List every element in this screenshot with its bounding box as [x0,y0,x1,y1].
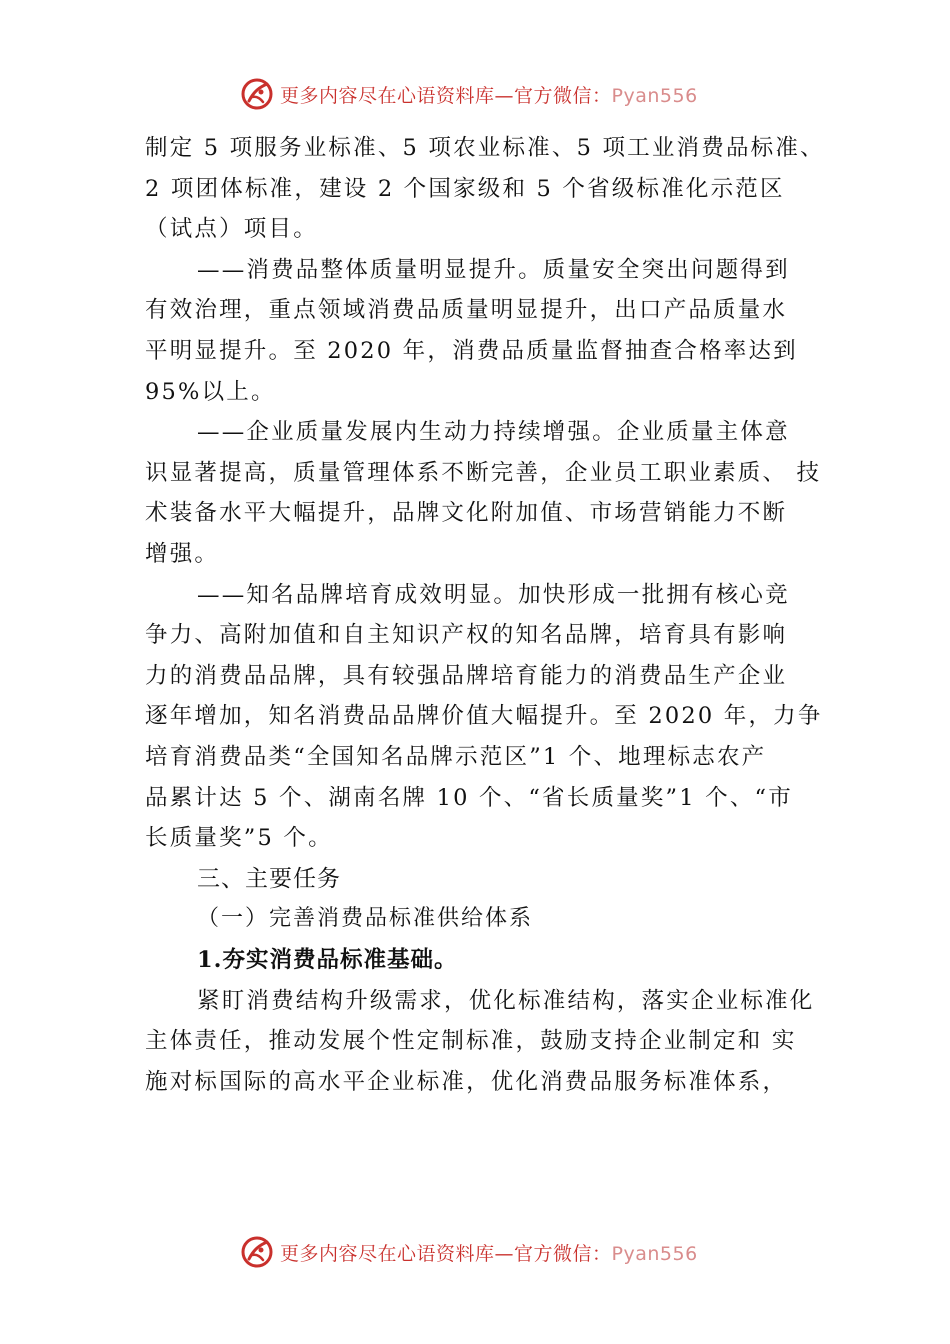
text-line: 识显著提高，质量管理体系不断完善，企业员工职业素质、 技 [145,459,822,486]
text-line: 术装备水平大幅提升，品牌文化附加值、市场营销能力不断 [145,500,788,527]
watermark-contact: Pyan556 [611,84,698,107]
text-line: 紧盯消费结构升级需求，优化标准结构，落实企业标准化 [197,987,815,1014]
footer-watermark [240,1232,698,1272]
watermark-text: 更多内容尽在心语资料库—官方微信：Pyan556 [280,84,698,107]
paragraph-brands [145,575,835,859]
watermark-contact: Pyan556 [611,1242,698,1265]
header-watermark [240,74,698,114]
text-line: 制定 5 项服务业标准、5 项农业标准、5 项工业消费品标准、 [145,135,825,161]
text-line: 2 项团体标准，建设 2 个国家级和 5 个省级标准化示范区 [145,175,785,202]
text-line: 争力、高附加值和自主知识产权的知名品牌，培育具有影响 [145,622,788,649]
text-line: ——企业质量发展内生动力持续增强。企业质量主体意 [197,419,790,446]
text-line: 施对标国际的高水平企业标准，优化消费品服务标准体系， [145,1068,788,1095]
text-line: 平明显提升。至 2020 年，消费品质量监督抽查合格率达到 [145,337,798,364]
brush-seal-icon [240,1235,274,1269]
text-line: 增强。 [145,540,220,567]
text-line: ——知名品牌培育成效明显。加快形成一批拥有核心竞 [197,581,790,608]
document-body [145,128,835,1102]
text-line: 95%以上。 [145,378,276,405]
paragraph-task [145,981,835,1103]
text-line: 逐年增加，知名消费品品牌价值大幅提升。至 2020 年，力争 [145,703,823,730]
paragraph-enterprise [145,412,835,574]
text-line: ——消费品整体质量明显提升。质量安全突出问题得到 [197,256,790,283]
item-heading: 1.夯实消费品标准基础。 [197,946,458,973]
text-line: 力的消费品品牌，具有较强品牌培育能力的消费品生产企业 [145,662,788,689]
text-line: 主体责任，推动发展个性定制标准，鼓励支持企业制定和 实 [145,1028,797,1055]
text-line: 长质量奖”5 个。 [145,825,333,852]
watermark-text: 更多内容尽在心语资料库—官方微信：Pyan556 [280,1242,698,1265]
text-line: 有效治理，重点领域消费品质量明显提升，出口产品质量水 [145,297,788,324]
text-line: （试点）项目。 [145,216,318,243]
paragraph-standards [145,128,835,250]
subsection-heading: （一）完善消费品标准供给体系 [197,905,534,931]
text-line: 品累计达 5 个、湖南名牌 10 个、“省长质量奖”1 个、“市 [145,784,793,811]
section-heading: 三、主要任务 [197,865,341,892]
paragraph-quality [145,250,835,412]
text-line: 培育消费品类“全国知名品牌示范区”1 个、地理标志农产 [145,743,767,770]
brush-seal-icon [240,77,274,111]
